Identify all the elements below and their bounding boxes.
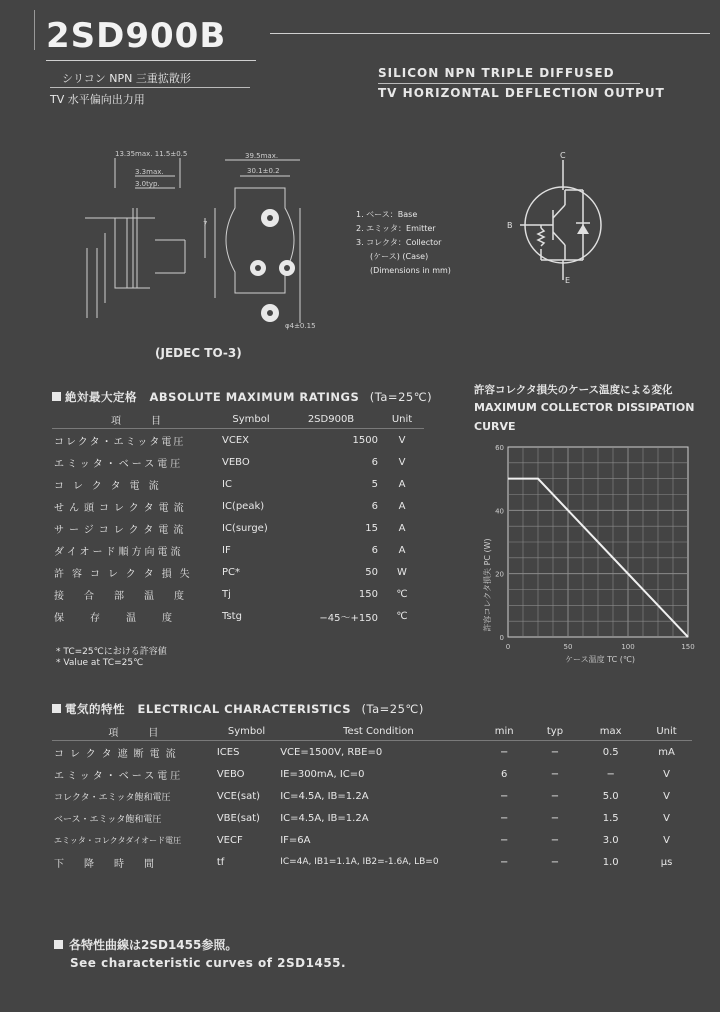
- elec-cond: (Ta=25℃): [361, 702, 424, 716]
- row-value: −45～+150: [319, 612, 378, 624]
- en-subtitle-2: TV HORIZONTAL DEFLECTION OUTPUT: [378, 86, 665, 100]
- row-symbol: VCEX: [222, 434, 249, 446]
- row-unit: W: [397, 566, 407, 578]
- row-typ: −: [550, 834, 560, 846]
- row-value: 15: [365, 522, 378, 534]
- row-max: −: [606, 768, 615, 780]
- row-item: エミッタ・ベース電圧: [54, 458, 184, 470]
- svg-text:13.35max. 11.5±0.5: 13.35max. 11.5±0.5: [115, 150, 188, 158]
- row-value: 5: [371, 478, 378, 490]
- y-tick-label: 40: [495, 507, 504, 516]
- row-symbol: tf: [216, 856, 225, 868]
- row-symbol: Tstg: [222, 610, 242, 622]
- table-header-row: [52, 722, 692, 741]
- row-unit: V: [663, 768, 670, 780]
- header-typ: typ: [530, 722, 581, 741]
- row-symbol: VEBO: [222, 456, 250, 468]
- row-typ: −: [550, 856, 560, 868]
- row-item: 下降時間: [54, 858, 174, 870]
- pin-legend-item: 2. エミッタ：Emitter: [356, 224, 436, 233]
- row-min: −: [499, 856, 509, 868]
- table-row: [52, 829, 692, 851]
- curve-title-en1: MAXIMUM COLLECTOR DISSIPATION: [474, 401, 695, 414]
- row-unit: ℃: [396, 610, 408, 622]
- row-value: 6: [371, 544, 378, 556]
- row-unit: A: [398, 522, 406, 534]
- table-row: [52, 851, 692, 873]
- table-row: [52, 605, 424, 627]
- svg-text:E: E: [565, 276, 571, 285]
- jp-subtitle-rule: [50, 87, 250, 88]
- row-item: 保存温度: [54, 612, 198, 624]
- header-item: 項 目: [52, 722, 215, 741]
- row-max: 5.0: [602, 790, 619, 802]
- table-row: [52, 451, 424, 473]
- row-typ: −: [550, 746, 560, 758]
- abs-max-note-en: * Value at TC=25℃: [56, 658, 144, 668]
- svg-text:φ4±0.15: φ4±0.15: [285, 322, 316, 330]
- row-min: 6: [500, 768, 508, 780]
- en-subtitle-rule: [378, 83, 640, 84]
- title-underline: [46, 60, 256, 61]
- footer-jp: [54, 936, 237, 953]
- elec-table: [52, 722, 692, 873]
- row-condition: IC=4A, IB1=1.1A, IB2=-1.6A, LB=0: [280, 857, 439, 867]
- row-symbol: Tj: [222, 588, 231, 600]
- table-row: [52, 583, 424, 605]
- row-symbol: IC(peak): [222, 500, 265, 512]
- svg-text:C: C: [560, 151, 566, 160]
- pin-legend-item: 3. コレクタ：Collector: [356, 238, 442, 247]
- table-row: [52, 785, 692, 807]
- pin-legend-item: (ケース) (Case): [370, 252, 429, 261]
- jp-subtitle-1: シリコン NPN 三重拡散形: [62, 72, 191, 85]
- table-row: [52, 763, 692, 785]
- row-item: 許容コレクタ損失: [54, 568, 198, 580]
- row-symbol: VBE(sat): [216, 812, 260, 824]
- row-condition: IC=4.5A, IB=1.2A: [280, 790, 369, 802]
- row-value: 6: [371, 456, 378, 468]
- header-rating: 2SD900B: [282, 410, 380, 429]
- y-tick-label: 20: [495, 570, 504, 579]
- pin-legend-item: 1. ベース：Base: [356, 210, 418, 219]
- header-symbol: Symbol: [220, 410, 282, 429]
- section-bullet-icon: [52, 704, 61, 713]
- row-unit: V: [398, 434, 406, 446]
- svg-text:3.3max.: 3.3max.: [135, 168, 164, 176]
- section-bullet-icon: [54, 940, 63, 949]
- row-symbol: VECF: [216, 834, 243, 846]
- header-symbol: Symbol: [215, 722, 278, 741]
- row-unit: V: [663, 812, 670, 824]
- row-item: ベース・エミッタ飽和電圧: [54, 814, 162, 825]
- header-max: max: [580, 722, 641, 741]
- package-caption: (JEDEC TO-3): [155, 346, 242, 360]
- row-max: 1.0: [602, 856, 619, 868]
- row-condition: IF=6A: [280, 834, 311, 846]
- elec-title-jp: 電気的特性: [65, 702, 125, 716]
- row-symbol: VCE(sat): [216, 790, 261, 802]
- row-item: コレクタ・エミッタ飽和電圧: [54, 792, 171, 803]
- row-min: −: [499, 812, 509, 824]
- curve-title-en2: CURVE: [474, 420, 516, 433]
- pin-legend: [356, 208, 451, 278]
- curve-title-jp: 許容コレクタ損失のケース温度による変化: [474, 384, 673, 396]
- header-condition: Test Condition: [278, 722, 479, 741]
- section-bullet-icon: [52, 392, 61, 401]
- row-value: 1500: [352, 434, 378, 446]
- table-row: [52, 539, 424, 561]
- table-row: [52, 429, 424, 452]
- row-item: コレクタ・エミッタ電圧: [54, 436, 186, 448]
- footer-en: See characteristic curves of 2SD1455.: [70, 956, 347, 970]
- x-tick-label: 150: [681, 643, 695, 651]
- row-typ: −: [550, 790, 560, 802]
- svg-text:30.1±0.2: 30.1±0.2: [247, 167, 280, 175]
- table-row: [52, 495, 424, 517]
- row-max: 1.5: [602, 812, 619, 824]
- row-min: −: [499, 790, 509, 802]
- header-min: min: [479, 722, 530, 741]
- row-unit: A: [398, 478, 406, 490]
- svg-text:B: B: [507, 221, 513, 230]
- row-condition: VCE=1500V, RBE=0: [280, 746, 383, 758]
- table-row: [52, 517, 424, 539]
- row-item: ダイオード順方向電流: [54, 546, 184, 558]
- dissipation-chart: [470, 435, 700, 670]
- package-drawing: [75, 148, 320, 348]
- chart-xlabel: ケース温度 TC (℃): [565, 655, 635, 664]
- row-item: エミッタ・ベース電圧: [54, 770, 184, 782]
- row-symbol: IF: [222, 544, 231, 556]
- svg-text:7: 7: [203, 220, 208, 228]
- row-symbol: PC*: [222, 566, 241, 578]
- row-unit: μs: [660, 856, 673, 868]
- row-unit: V: [398, 456, 406, 468]
- row-typ: −: [550, 812, 560, 824]
- chart-ylabel: 許容コレクタ損失 PC (W): [483, 538, 492, 632]
- row-item: コレクタ電流: [54, 480, 168, 492]
- row-condition: IE=300mA, IC=0: [280, 768, 365, 780]
- abs-max-table: [52, 410, 424, 627]
- row-item: サージコレクタ電流: [54, 524, 189, 536]
- row-symbol: ICES: [216, 746, 240, 758]
- table-row: [52, 807, 692, 829]
- pin-legend-item: (Dimensions in mm): [370, 266, 451, 275]
- abs-max-note-jp: * TC=25℃における許容値: [56, 647, 167, 657]
- transistor-symbol: [505, 150, 615, 285]
- row-symbol: VEBO: [216, 768, 245, 780]
- header-unit: Unit: [641, 722, 692, 741]
- row-condition: IC=4.5A, IB=1.2A: [280, 812, 369, 824]
- x-tick-label: 100: [621, 643, 635, 651]
- table-header-row: [52, 410, 424, 429]
- abs-max-title-en: ABSOLUTE MAXIMUM RATINGS: [149, 390, 360, 404]
- left-mark: [34, 10, 35, 50]
- y-tick-label: 60: [495, 444, 504, 452]
- row-item: エミッタ・コレクタダイオード電圧: [54, 835, 182, 845]
- row-value: 6: [371, 500, 378, 512]
- title-rule: [270, 33, 710, 34]
- row-symbol: IC: [222, 478, 232, 490]
- row-unit: ℃: [396, 588, 408, 600]
- header-item: 項 目: [52, 410, 220, 429]
- row-unit: A: [398, 500, 406, 512]
- row-max: 0.5: [602, 746, 619, 758]
- abs-max-cond: (Ta=25℃): [369, 390, 433, 404]
- abs-max-title: [52, 389, 432, 405]
- x-tick-label: 50: [563, 643, 573, 651]
- svg-text:3.0typ.: 3.0typ.: [135, 180, 160, 188]
- elec-title-en: ELECTRICAL CHARACTERISTICS: [137, 702, 351, 716]
- footer-jp-text: 各特性曲線は2SD1455参照。: [69, 938, 238, 952]
- y-tick-label: 0: [499, 634, 504, 642]
- jp-subtitle-2: TV 水平偏向出力用: [50, 93, 145, 106]
- table-row: [52, 473, 424, 495]
- header-unit: Unit: [380, 410, 424, 429]
- svg-text:39.5max.: 39.5max.: [245, 152, 279, 160]
- row-symbol: IC(surge): [222, 522, 268, 534]
- row-min: −: [499, 746, 509, 758]
- row-unit: mA: [658, 746, 675, 758]
- abs-max-title-jp: 絶対最大定格: [65, 390, 137, 404]
- row-unit: V: [663, 790, 670, 802]
- row-max: 3.0: [602, 834, 619, 846]
- row-item: せん頭コレクタ電流: [54, 502, 189, 514]
- table-row: [52, 561, 424, 583]
- row-min: −: [499, 834, 509, 846]
- part-number: 2SD900B: [46, 16, 227, 56]
- row-value: 50: [365, 566, 378, 578]
- row-item: 接合部温度: [54, 590, 204, 602]
- row-unit: A: [398, 544, 406, 556]
- x-tick-label: 0: [505, 643, 511, 651]
- en-subtitle-1: SILICON NPN TRIPLE DIFFUSED: [378, 66, 615, 80]
- row-item: コレクタ遮断電流: [54, 748, 182, 760]
- row-typ: −: [550, 768, 560, 780]
- elec-title: [52, 701, 424, 717]
- row-value: 150: [358, 588, 378, 600]
- table-row: [52, 741, 692, 764]
- row-unit: V: [663, 834, 670, 846]
